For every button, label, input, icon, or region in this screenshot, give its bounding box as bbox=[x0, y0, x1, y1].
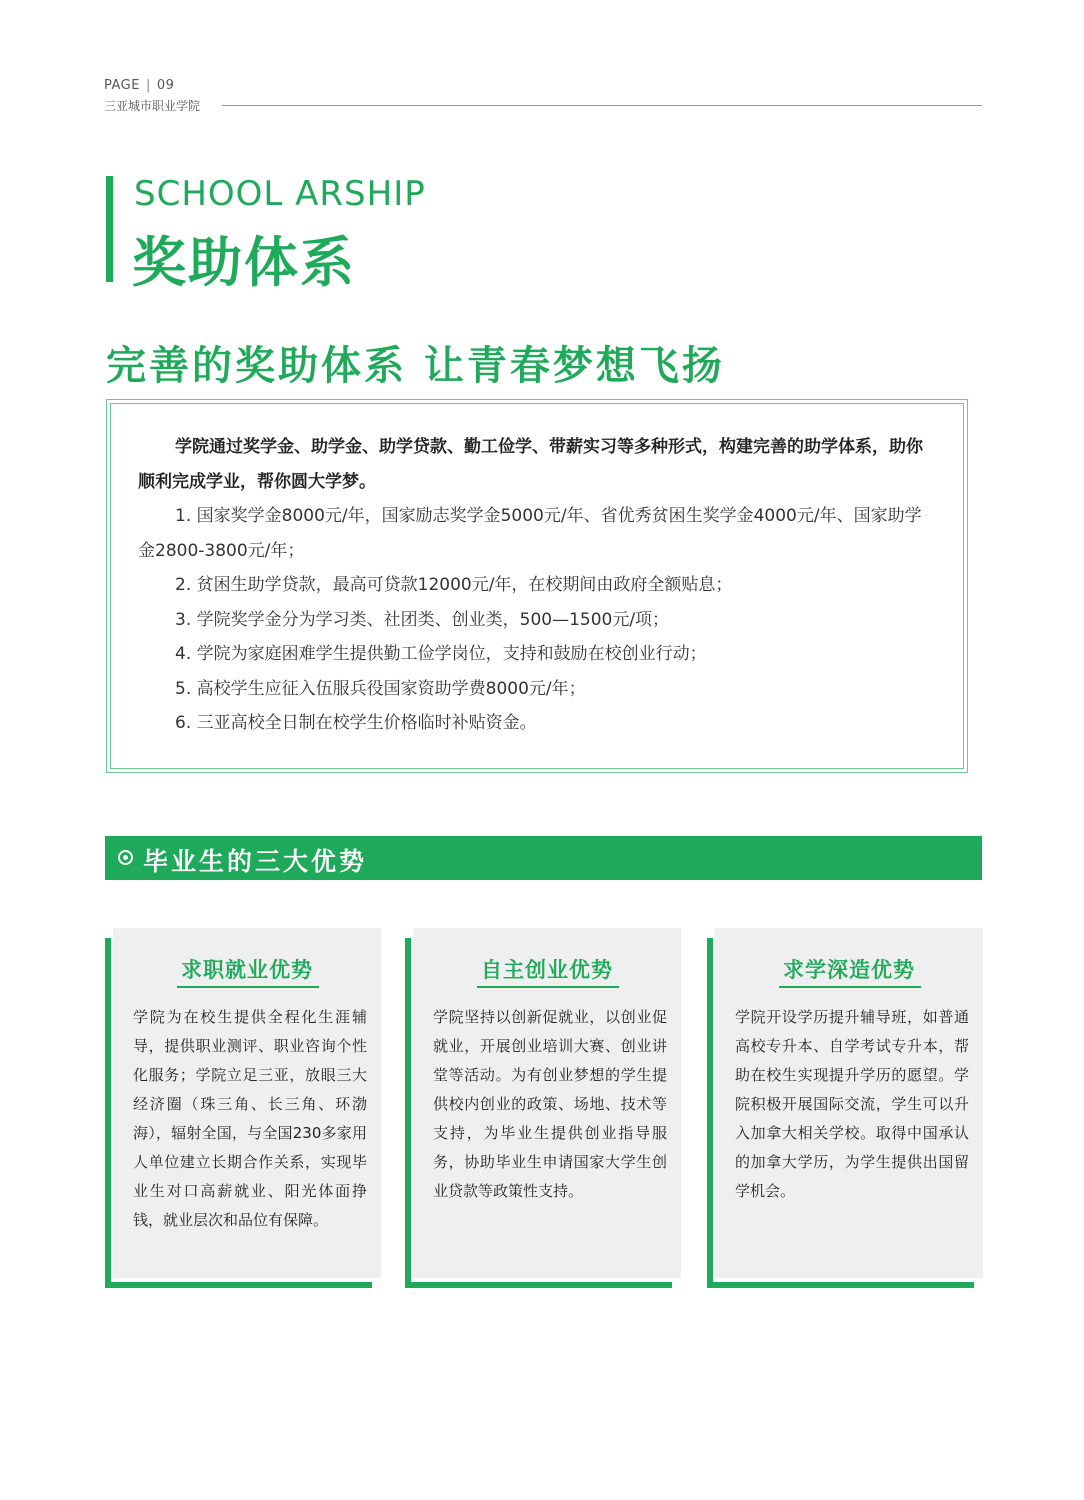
page-number: 09 bbox=[156, 78, 175, 93]
info-item: 4. 学院为家庭困难学生提供勤工俭学岗位，支持和鼓励在校创业行动； bbox=[175, 644, 707, 664]
info-item: 6. 三亚高校全日制在校学生价格临时补贴资金。 bbox=[175, 713, 537, 733]
card-body bbox=[715, 928, 983, 1278]
card-text: 学院开设学历提升辅导班，如普通高校专升本、自学考试专升本，帮助在校生实现提升学历的愿望。学院积极开展国际交流，学生可以升入加拿大相关学校。取得中国承认的加拿大学历，为学生提供出国留学机会。 bbox=[735, 1008, 969, 1200]
info-item: 5. 高校学生应征入伍服兵役国家资助学费8000元/年； bbox=[175, 678, 586, 699]
card-title-underline bbox=[779, 986, 921, 988]
card-title: 自主创业优势 bbox=[481, 958, 613, 982]
card-accent-bottom bbox=[405, 1282, 672, 1288]
info-item: 1. 国家奖学金8000元/年，国家励志奖学金5000元/年、省优秀贫困生奖学金4000元/年、国家助学金2800-3800元/年； bbox=[138, 506, 922, 561]
page-label bbox=[104, 78, 174, 93]
section-title-en: SCHOOL ARSHIP bbox=[134, 174, 426, 214]
advantages-band bbox=[105, 836, 982, 880]
info-item: 3. 学院奖学金分为学习类、社团类、创业类，500—1500元/项； bbox=[175, 609, 670, 630]
info-lead: 学院通过奖学金、助学金、助学贷款、勤工俭学、带薪实习等多种形式，构建完善的助学体系，助你顺利完成学业，帮你圆大学梦。 bbox=[138, 437, 923, 492]
info-text bbox=[138, 430, 938, 741]
card-title: 求学深造优势 bbox=[783, 958, 915, 982]
page-label-text: PAGE bbox=[104, 78, 140, 93]
card-accent-bottom bbox=[707, 1282, 974, 1288]
circle-bullet-icon bbox=[118, 850, 133, 865]
card-title-underline bbox=[477, 986, 619, 988]
card-title: 求职就业优势 bbox=[181, 958, 313, 982]
advantage-card-employment bbox=[105, 928, 381, 1288]
card-body bbox=[113, 928, 381, 1278]
slogan-heading: 完善的奖助体系 让青春梦想飞扬 bbox=[106, 343, 725, 389]
card-body bbox=[413, 928, 681, 1278]
header-divider bbox=[222, 105, 982, 106]
card-accent-bottom bbox=[105, 1282, 372, 1288]
school-name: 三亚城市职业学院 bbox=[104, 99, 201, 113]
band-title: 毕业生的三大优势 bbox=[143, 847, 368, 876]
page-separator: | bbox=[145, 78, 151, 93]
card-accent-left bbox=[105, 938, 111, 1288]
card-accent-left bbox=[405, 938, 411, 1288]
card-text: 学院为在校生提供全程化生涯辅导，提供职业测评、职业咨询个性化服务；学院立足三亚，放眼三大经济圈（珠三角、长三角、环渤海），辐射全国，与全国230多家用人单位建立长期合作关系，实现毕业生对口高薪就业、阳光体面挣钱，就业层次和品位有保障。 bbox=[133, 1008, 367, 1229]
advantage-card-entrepreneurship bbox=[405, 928, 681, 1288]
section-title-cn: 奖助体系 bbox=[132, 231, 356, 294]
card-text: 学院坚持以创新促就业，以创业促就业，开展创业培训大赛、创业讲堂等活动。为有创业梦想的学生提供校内创业的政策、场地、技术等支持，为毕业生提供创业指导服务，协助毕业生申请国家大学生创业贷款等政策性支持。 bbox=[433, 1008, 667, 1200]
title-accent-bar bbox=[106, 176, 113, 282]
card-accent-left bbox=[707, 938, 713, 1288]
card-title-underline bbox=[177, 986, 319, 988]
advantage-card-further-study bbox=[707, 928, 983, 1288]
info-item: 2. 贫困生助学贷款，最高可贷款12000元/年，在校期间由政府全额贴息； bbox=[175, 575, 733, 595]
